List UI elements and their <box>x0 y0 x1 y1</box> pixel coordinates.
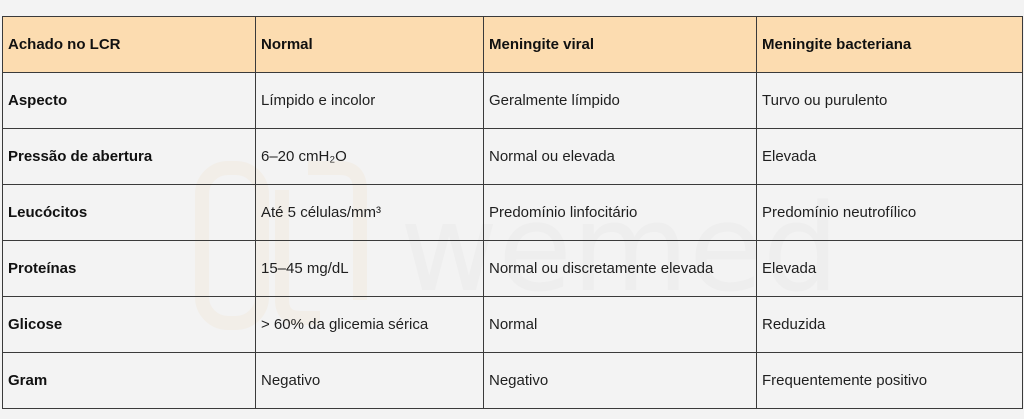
table-header-row <box>3 17 1023 73</box>
table-row <box>3 297 1023 353</box>
header-meningite-viral: Meningite viral <box>484 17 757 73</box>
cell-normal: Límpido e incolor <box>256 73 484 129</box>
cell-bacteriana: Predomínio neutrofílico <box>757 185 1023 241</box>
header-achado: Achado no LCR <box>3 17 256 73</box>
table-row <box>3 73 1023 129</box>
header-normal: Normal <box>256 17 484 73</box>
table-row <box>3 129 1023 185</box>
row-label: Proteínas <box>3 241 256 297</box>
cell-bacteriana: Turvo ou purulento <box>757 73 1023 129</box>
cell-viral: Geralmente límpido <box>484 73 757 129</box>
table-row <box>3 353 1023 409</box>
cell-normal: Até 5 células/mm³ <box>256 185 484 241</box>
header-meningite-bacteriana: Meningite bacteriana <box>757 17 1023 73</box>
cell-normal: > 60% da glicemia sérica <box>256 297 484 353</box>
cell-viral: Negativo <box>484 353 757 409</box>
lcr-table <box>2 16 1023 409</box>
cell-viral: Normal ou elevada <box>484 129 757 185</box>
row-label: Aspecto <box>3 73 256 129</box>
row-label: Pressão de abertura <box>3 129 256 185</box>
cell-bacteriana: Elevada <box>757 129 1023 185</box>
cell-bacteriana: Frequentemente positivo <box>757 353 1023 409</box>
table-row <box>3 185 1023 241</box>
table-row <box>3 241 1023 297</box>
cell-viral: Normal <box>484 297 757 353</box>
row-label: Glicose <box>3 297 256 353</box>
cell-viral: Predomínio linfocitário <box>484 185 757 241</box>
cell-bacteriana: Elevada <box>757 241 1023 297</box>
cell-viral: Normal ou discretamente elevada <box>484 241 757 297</box>
row-label: Gram <box>3 353 256 409</box>
cell-normal: 15–45 mg/dL <box>256 241 484 297</box>
cell-normal: Negativo <box>256 353 484 409</box>
row-label: Leucócitos <box>3 185 256 241</box>
cell-normal: 6–20 cmH₂O <box>256 129 484 185</box>
cell-bacteriana: Reduzida <box>757 297 1023 353</box>
